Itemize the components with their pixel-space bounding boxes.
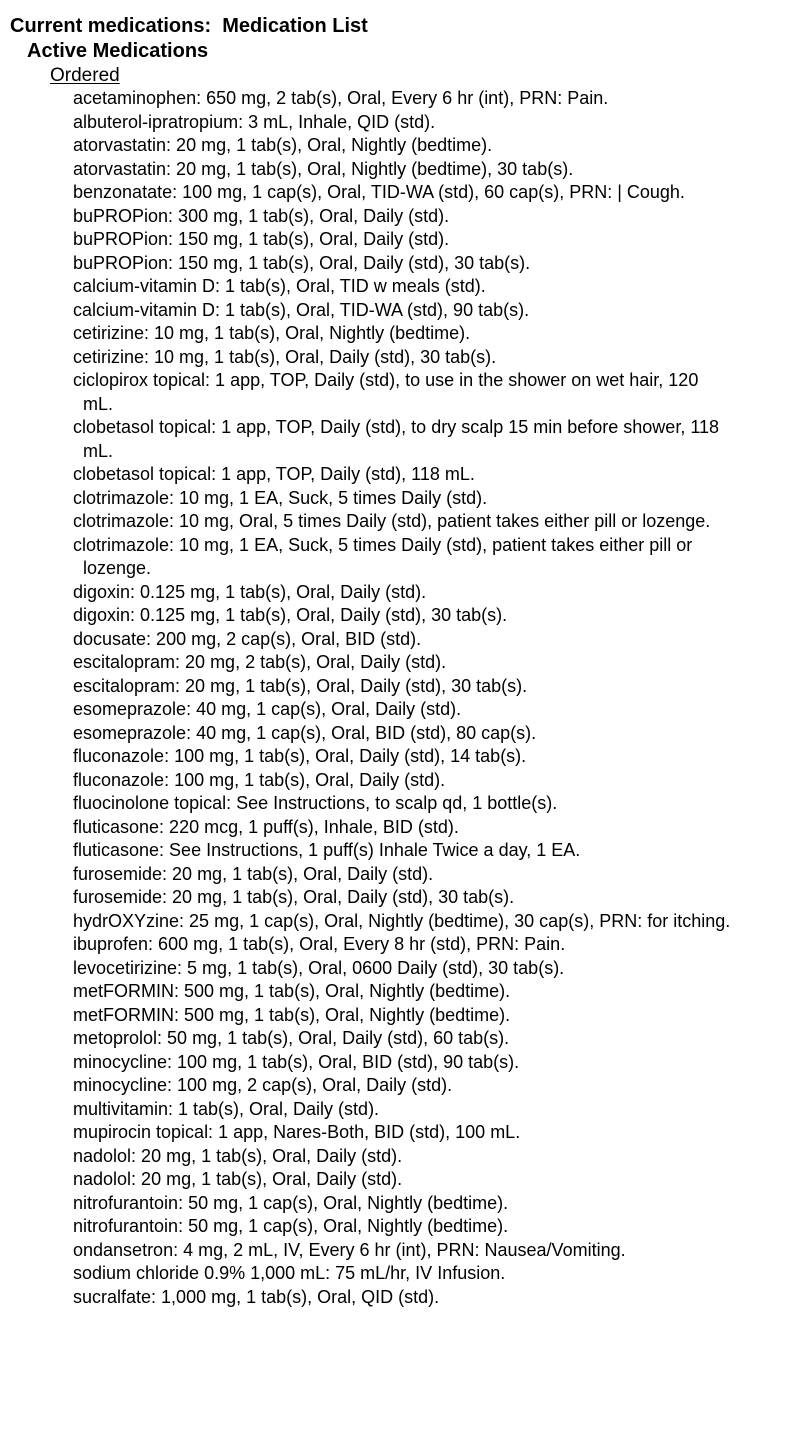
medication-item: clotrimazole: 10 mg, 1 EA, Suck, 5 times Daily (std). [73,487,488,508]
medication-item: clobetasol topical: 1 app, TOP, Daily (std), 118 mL. [73,464,475,484]
medication-item: multivitamin: 1 tab(s), Oral, Daily (std). [73,1098,380,1119]
medication-item: clotrimazole: 10 mg, Oral, 5 times Daily (std), patient takes either pill or lozenge. [73,511,711,531]
medication-item: nadolol: 20 mg, 1 tab(s), Oral, Daily (std). [73,1145,403,1166]
medication-item: nadolol: 20 mg, 1 tab(s), Oral, Daily (std). [73,1169,403,1189]
medication-item: nitrofurantoin: 50 mg, 1 cap(s), Oral, Nightly (bedtime). [73,1216,509,1236]
medication-item: cetirizine: 10 mg, 1 tab(s), Oral, Daily (std), 30 tab(s). [73,346,497,367]
medication-item: clotrimazole: 10 mg, 1 EA, Suck, 5 times Daily (std), patient takes either pill or lozenge. [73,534,693,578]
medication-item: fluconazole: 100 mg, 1 tab(s), Oral, Daily (std), 14 tab(s). [73,746,527,766]
document-title: Current medications: Medication List [10,15,368,37]
medication-item: ibuprofen: 600 mg, 1 tab(s), Oral, Every 8 hr (std), PRN: Pain. [73,934,566,954]
medication-item: fluconazole: 100 mg, 1 tab(s), Oral, Daily (std). [73,769,446,790]
medication-item: benzonatate: 100 mg, 1 cap(s), Oral, TID-WA (std), 60 cap(s), PRN: | Cough. [73,182,685,202]
subsection-heading-ordered: Ordered [50,65,120,86]
medication-item: hydrOXYzine: 25 mg, 1 cap(s), Oral, Nightly (bedtime), 30 cap(s), PRN: for itching. [73,910,731,931]
medication-item: docusate: 200 mg, 2 cap(s), Oral, BID (std). [73,628,422,649]
medication-item: ondansetron: 4 mg, 2 mL, IV, Every 6 hr (int), PRN: Nausea/Vomiting. [73,1239,626,1260]
medication-item: furosemide: 20 mg, 1 tab(s), Oral, Daily (std), 30 tab(s). [73,887,515,907]
medication-item: buPROPion: 150 mg, 1 tab(s), Oral, Daily (std). [73,229,450,249]
medication-item: ciclopirox topical: 1 app, TOP, Daily (std), to use in the shower on wet hair, 120 mL. [73,370,699,414]
section-heading-active-medications: Active Medications [27,40,209,62]
medication-item: calcium-vitamin D: 1 tab(s), Oral, TID-WA (std), 90 tab(s). [73,299,530,320]
medication-item: esomeprazole: 40 mg, 1 cap(s), Oral, BID (std), 80 cap(s). [73,722,537,743]
medication-item: metoprolol: 50 mg, 1 tab(s), Oral, Daily (std), 60 tab(s). [73,1028,510,1048]
medication-item: atorvastatin: 20 mg, 1 tab(s), Oral, Nightly (bedtime), 30 tab(s). [73,158,574,179]
medication-item: digoxin: 0.125 mg, 1 tab(s), Oral, Daily (std). [73,581,427,602]
medication-item: sodium chloride 0.9% 1,000 mL: 75 mL/hr, IV Infusion. [73,1263,506,1283]
medication-item: mupirocin topical: 1 app, Nares-Both, BID (std), 100 mL. [73,1122,521,1142]
medication-item: albuterol-ipratropium: 3 mL, Inhale, QID (std). [73,111,436,132]
medication-document [10,14,785,1309]
medication-item: calcium-vitamin D: 1 tab(s), Oral, TID w meals (std). [73,276,486,296]
medication-item: minocycline: 100 mg, 2 cap(s), Oral, Daily (std). [73,1075,453,1095]
medication-item: fluticasone: See Instructions, 1 puff(s) Inhale Twice a day, 1 EA. [73,840,581,860]
medication-item: nitrofurantoin: 50 mg, 1 cap(s), Oral, Nightly (bedtime). [73,1192,509,1213]
medication-item: escitalopram: 20 mg, 2 tab(s), Oral, Daily (std). [73,652,447,672]
medication-item: fluocinolone topical: See Instructions, to scalp qd, 1 bottle(s). [73,793,558,813]
medication-list [10,87,785,1309]
medication-item: atorvastatin: 20 mg, 1 tab(s), Oral, Nightly (bedtime). [73,135,493,155]
medication-item: minocycline: 100 mg, 1 tab(s), Oral, BID (std), 90 tab(s). [73,1051,520,1072]
medication-item: furosemide: 20 mg, 1 tab(s), Oral, Daily (std). [73,863,434,884]
medication-item: buPROPion: 300 mg, 1 tab(s), Oral, Daily (std). [73,205,450,226]
medication-item: sucralfate: 1,000 mg, 1 tab(s), Oral, QID (std). [73,1286,440,1307]
medication-item: cetirizine: 10 mg, 1 tab(s), Oral, Nightly (bedtime). [73,323,471,343]
medication-item: metFORMIN: 500 mg, 1 tab(s), Oral, Nightly (bedtime). [73,1004,511,1025]
medication-item: metFORMIN: 500 mg, 1 tab(s), Oral, Nightly (bedtime). [73,981,511,1001]
medication-item: fluticasone: 220 mcg, 1 puff(s), Inhale, BID (std). [73,816,459,837]
medication-item: acetaminophen: 650 mg, 2 tab(s), Oral, Every 6 hr (int), PRN: Pain. [73,88,609,108]
medication-item: esomeprazole: 40 mg, 1 cap(s), Oral, Daily (std). [73,699,462,719]
medication-item: clobetasol topical: 1 app, TOP, Daily (std), to dry scalp 15 min before shower, 118 mL. [73,417,720,461]
medication-item: digoxin: 0.125 mg, 1 tab(s), Oral, Daily (std), 30 tab(s). [73,605,508,625]
medication-item: buPROPion: 150 mg, 1 tab(s), Oral, Daily (std), 30 tab(s). [73,252,531,273]
medication-item: escitalopram: 20 mg, 1 tab(s), Oral, Daily (std), 30 tab(s). [73,675,528,696]
medication-item: levocetirizine: 5 mg, 1 tab(s), Oral, 0600 Daily (std), 30 tab(s). [73,957,565,978]
